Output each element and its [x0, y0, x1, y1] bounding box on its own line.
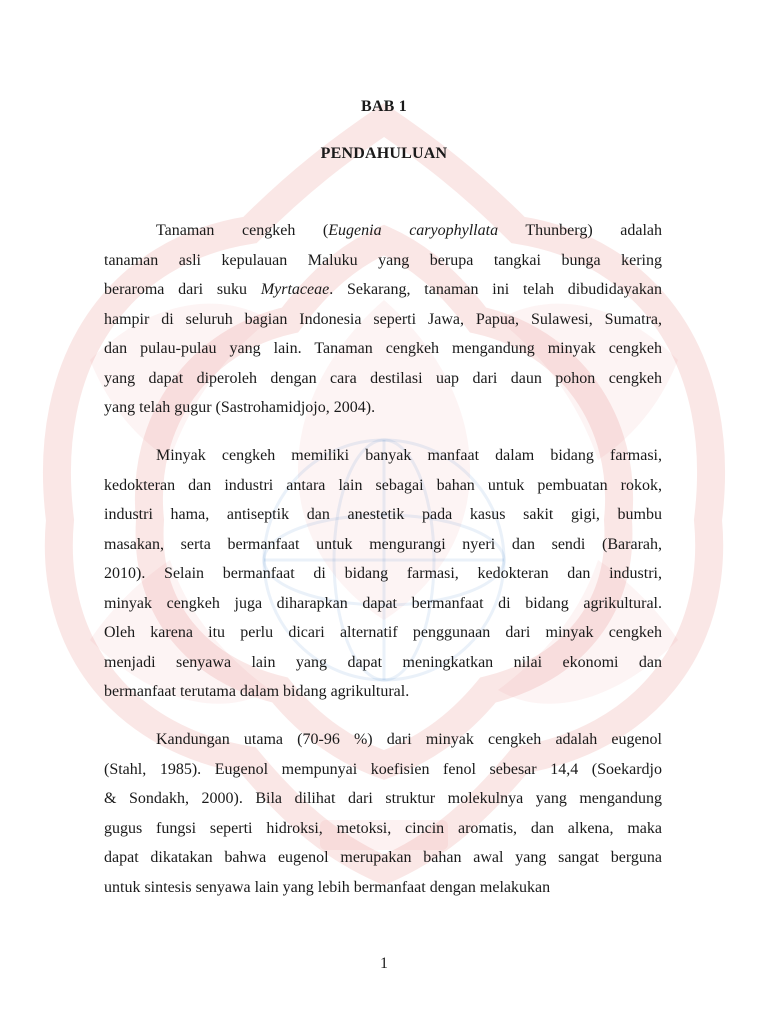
paragraph-line	[104, 618, 662, 648]
line-text: tanaman asli kepulauan Maluku yang berupa tangkai bunga kering	[104, 251, 662, 269]
paragraph-line	[104, 364, 662, 394]
paragraph-line	[104, 589, 662, 619]
line-text: masakan, serta bermanfaat untuk mengurangi nyeri dan sendi (Bararah,	[104, 535, 662, 553]
paragraph-line	[104, 725, 662, 755]
line-text: & Sondakh, 2000). Bila dilihat dari struktur molekulnya yang mengandung	[104, 790, 662, 807]
paragraph-line	[104, 648, 662, 678]
line-text: bermanfaat terutama dalam bidang agrikultural.	[104, 683, 410, 700]
page-number: 1	[380, 955, 388, 972]
paragraph-line	[104, 559, 662, 589]
line-text: Kandungan utama (70-96 %) dari minyak cengkeh adalah eugenol	[156, 731, 662, 748]
line-text: minyak cengkeh juga diharapkan dapat bermanfaat di bidang agrikultural.	[104, 594, 662, 612]
paragraph-line	[104, 843, 662, 873]
paragraph-line	[104, 334, 662, 364]
line-text: beraroma dari suku	[104, 281, 261, 298]
paragraph-2	[104, 441, 662, 707]
paragraph-line	[104, 275, 662, 305]
line-text: untuk sintesis senyawa lain yang lebih bermanfaat dengan melakukan	[104, 878, 551, 896]
italic-term: Myrtaceae	[260, 281, 330, 298]
paragraph-line	[104, 393, 662, 423]
line-text: menjadi senyawa lain yang dapat meningkatkan nilai ekonomi dan	[104, 653, 662, 671]
paragraph-line	[104, 441, 662, 471]
line-text: Thunberg) adalah	[498, 222, 663, 239]
paragraph-line	[104, 814, 662, 844]
paragraph-line	[104, 755, 662, 785]
chapter-title: PENDAHULUAN	[320, 145, 448, 162]
line-text: dapat dikatakan bahwa eugenol merupakan bahan awal yang sangat berguna	[104, 849, 662, 866]
line-text: 2010). Selain bermanfaat di bidang farmasi, kedokteran dan industri,	[104, 565, 662, 582]
line-text: yang telah gugur (Sastrohamidjojo, 2004).	[104, 399, 376, 416]
italic-term: Eugenia caryophyllata	[328, 222, 499, 239]
paragraph-line	[104, 873, 662, 903]
line-text: hampir di seluruh bagian Indonesia seperti Jawa, Papua, Sulawesi, Sumatra,	[104, 310, 662, 328]
paragraph-1	[104, 216, 662, 423]
paragraph-line	[104, 471, 662, 501]
line-text: kedokteran dan industri antara lain sebagai bahan untuk pembuatan rokok,	[104, 476, 662, 494]
paragraph-line	[104, 530, 662, 560]
paragraph-line	[104, 500, 662, 530]
line-text: dan pulau-pulau yang lain. Tanaman cengkeh mengandung minyak cengkeh	[104, 340, 662, 357]
paragraph-line	[104, 677, 662, 707]
paragraph-3	[104, 725, 662, 902]
paragraph-line	[104, 246, 662, 276]
line-text: Tanaman cengkeh (	[156, 222, 329, 239]
line-text: gugus fungsi seperti hidroksi, metoksi, cincin aromatis, dan alkena, maka	[104, 819, 662, 837]
line-text: Minyak cengkeh memiliki banyak manfaat dalam bidang farmasi,	[156, 447, 662, 464]
line-text: Oleh karena itu perlu dicari alternatif penggunaan dari minyak cengkeh	[104, 624, 662, 641]
paragraph-line	[104, 305, 662, 335]
paragraph-line	[104, 216, 662, 246]
paragraph-line	[104, 784, 662, 814]
line-text: . Sekarang, tanaman ini telah dibudidayakan	[329, 281, 662, 298]
line-text: industri hama, antiseptik dan anestetik pada kasus sakit gigi, bumbu	[104, 506, 662, 523]
line-text: yang dapat diperoleh dengan cara destilasi uap dari daun pohon cengkeh	[104, 369, 662, 387]
chapter-number: BAB 1	[361, 98, 407, 115]
line-text: (Stahl, 1985). Eugenol mempunyai koefisien fenol sebesar 14,4 (Soekardjo	[104, 760, 662, 778]
